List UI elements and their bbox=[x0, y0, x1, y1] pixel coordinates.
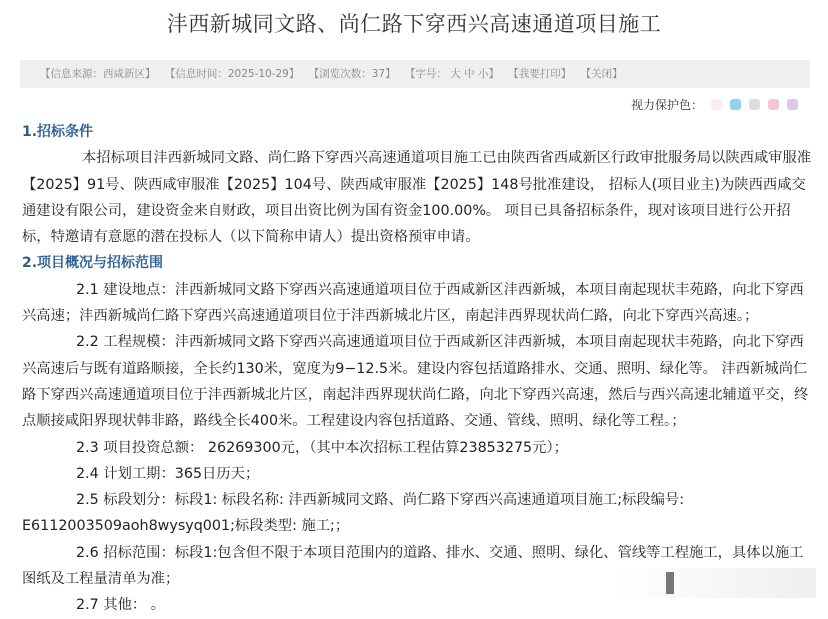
close-link[interactable]: 【关闭】 bbox=[580, 68, 623, 80]
color-swatch-3[interactable] bbox=[749, 99, 760, 110]
paragraph: 2.3 项目投资总额： 26269300元，（其中本次招标工程估算23853275元）； bbox=[76, 439, 568, 456]
paragraph: 2.6 招标范围：标段1:包含但不限于本项目范围内的道路、排水、交通、照明、绿化、管线等工程施工，具体以施工图纸及工程量清单为准； bbox=[22, 544, 804, 588]
watermark bbox=[616, 568, 816, 598]
paragraph: 2.2 工程规模：沣西新城同文路下穿西兴高速通道项目位于西咸新区沣西新城，本项目南起现状丰苑路，向北下穿西兴高速后与既有道路顺接，全长约130米，宽度为9−12.5米。建设内容包括道路排水、交通、照明、绿化等。 沣西新城尚仁路下穿西兴高速通道项目位于沣西新城北片区，南起沣西界现状尚仁路，向北下穿西兴高速，然后与西兴高速北辅道平交，终点顺接咸阳界现状韩非路，路线全长400米。工程建设内容包括道路、交通、管线、照明、绿化等工程。； bbox=[22, 334, 809, 430]
info-time: 【信息时间：2025-10-29】 bbox=[164, 68, 300, 80]
font-size-control[interactable]: 【字号： 大 中 小】 bbox=[404, 68, 499, 80]
info-source: 【信息来源：西咸新区】 bbox=[40, 68, 156, 80]
paragraph: 2.1 建设地点：沣西新城同文路下穿西兴高速通道项目位于西咸新区沣西新城，本项目南起现状丰苑路，向北下穿西兴高速；沣西新城尚仁路下穿西兴高速通道项目位于沣西新城北片区，南起沣西界现状尚仁路，向北下穿西兴高速。； bbox=[22, 281, 804, 325]
eye-protection-colors bbox=[631, 96, 798, 113]
info-views: 【浏览次数：37】 bbox=[308, 68, 396, 80]
info-bar bbox=[20, 60, 810, 88]
color-swatch-4[interactable] bbox=[768, 99, 779, 110]
section-heading: 2.项目概况与招标范围 bbox=[22, 255, 164, 272]
paragraph: 本招标项目沣西新城同文路、尚仁路下穿西兴高速通道项目施工已由陕西省西咸新区行政审批服务局以陕西咸审服准【2025】91号、陕西咸审服准【2025】104号、陕西咸审服准【2025】148号批准建设， 招标人(项目业主)为陕西西咸交通建设有限公司，建设资金来自财政，项目出资比例为国有资金100.00%。 项目已具备招标条件，现对该项目进行公开招标，特邀请有意愿的潜在投标人（以下简称申请人）提出资格预审申请。 bbox=[22, 150, 812, 246]
print-link[interactable]: 【我要打印】 bbox=[508, 68, 572, 80]
color-swatch-5[interactable] bbox=[787, 99, 798, 110]
article-body bbox=[22, 119, 812, 619]
eye-protection-label: 视力保护色： bbox=[630, 98, 703, 112]
page-title: 沣西新城同文路、尚仁路下穿西兴高速通道项目施工 bbox=[166, 12, 662, 36]
color-swatch-2[interactable] bbox=[730, 99, 741, 110]
section-heading: 1.招标条件 bbox=[22, 124, 94, 140]
paragraph: 2.7 其他： 。 bbox=[76, 597, 166, 614]
color-swatch-1[interactable] bbox=[711, 99, 722, 110]
paragraph: 2.5 标段划分：标段1: 标段名称: 沣西新城同文路、尚仁路下穿西兴高速通道项目施工;标段编号: E6112003509aoh8wysyq001;标段类型: 施工;； bbox=[22, 492, 685, 535]
paragraph: 2.4 计划工期：365日历天； bbox=[76, 465, 260, 482]
